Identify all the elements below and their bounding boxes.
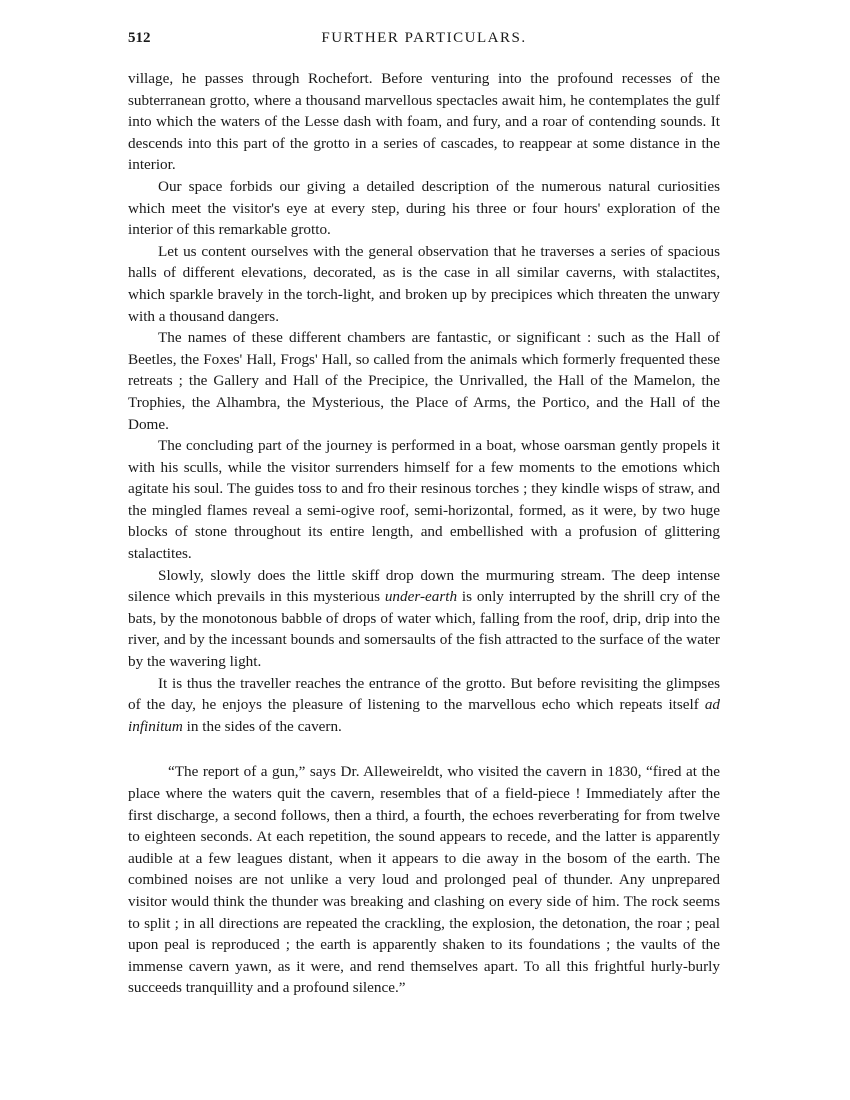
- book-page: [128, 30, 720, 999]
- running-title: FURTHER PARTICULARS.: [321, 30, 527, 46]
- quotation-block: [128, 761, 720, 999]
- paragraph-text: in the sides of the cavern.: [182, 717, 342, 735]
- paragraph-text: Slowly, slowly does the little skiff drop down the murmuring stream. The deep intense silence which prevails in this mysterious: [128, 566, 720, 606]
- paragraph: [128, 565, 720, 673]
- paragraph-text: is only interrupted by the shrill cry of the bats, by the monotonous babble of drops of water which, falling from the roof, drip, drip into the river, and by the incessant bounds and somersaults of the fish attracted to the surface of the water by the wavering light.: [128, 588, 720, 671]
- body-text: [128, 68, 720, 737]
- page-number: 512: [128, 30, 151, 46]
- quotation-paragraph: “The report of a gun,” says Dr. Alleweireldt, who visited the cavern in 1830, “fired at the place where the waters quit the cavern, resembles that of a field-piece ! Immediately after the first discharge, a second follows, then a third, a fourth, the echoes reverberating for from twelve to eighteen seconds. At each repetition, the sound appears to recede, and the latter is apparently audible at a few leagues distant, when it appears to die away in the bosom of the earth. The combined noises are not unlike a very loud and prolonged peal of thunder. Any unprepared visitor would think the thunder was breaking and clashing on every side of him. The rock seems to split ; in all directions are repeated the crackling, the explosion, the detonation, the roar ; peal upon peal is reproduced ; the earth is apparently shaken to its foundations ; the vaults of the immense cavern yawn, as it were, and rend themselves apart. To all this frightful hurly-burly succeeds tranquillity and a profound silence.”: [128, 763, 720, 997]
- italic-phrase: ad infinitum: [128, 696, 720, 735]
- paragraph: The concluding part of the journey is performed in a boat, whose oarsman gently propels it with his sculls, while the visitor surrenders himself for a few moments to the emotions which agitate his soul. The guides toss to and fro their resinous torches ; they kindle wisps of straw, and the mingled flames reveal a semi-ogive roof, semi-horizontal, formed, as it were, by two huge blocks of stone throughout its entire length, and embellished with a profusion of glittering stalactites.: [128, 437, 720, 563]
- italic-phrase: under-earth: [384, 588, 458, 606]
- paragraph: The names of these different chambers are fantastic, or significant : such as the Hall of Beetles, the Foxes' Hall, Frogs' Hall, so called from the animals which formerly frequented these retreats ; the Gallery and Hall of the Precipice, the Unrivalled, the Hall of the Mamelon, the Trophies, the Alhambra, the Mysterious, the Place of Arms, the Portico, and the Hall of the Dome.: [128, 329, 720, 433]
- paragraph: village, he passes through Rochefort. Before venturing into the profound recesses of the subterranean grotto, where a thousand marvellous spectacles await him, he contemplates the gulf into which the waters of the Lesse dash with foam, and fury, and a roar of contending sounds. It descends into this part of the grotto in a series of cascades, to reappear at some distance in the interior.: [128, 70, 720, 174]
- paragraph-text: It is thus the traveller reaches the entrance of the grotto. But before revisiting the glimpses of the day, he enjoys the pleasure of listening to the marvellous echo which repeats itself: [128, 674, 720, 714]
- paragraph: Let us content ourselves with the general observation that he traverses a series of spacious halls of different elevations, decorated, as is the case in all similar caverns, with stalactites, which sparkle bravely in the torch-light, and broken up by precipices which threaten the unwary with a thousand dangers.: [128, 242, 720, 325]
- page-header: [128, 30, 720, 54]
- paragraph: [128, 673, 720, 738]
- paragraph: Our space forbids our giving a detailed description of the numerous natural curiosities which meet the visitor's eye at every step, during his three or four hours' exploration of the interior of this remarkable grotto.: [128, 177, 720, 239]
